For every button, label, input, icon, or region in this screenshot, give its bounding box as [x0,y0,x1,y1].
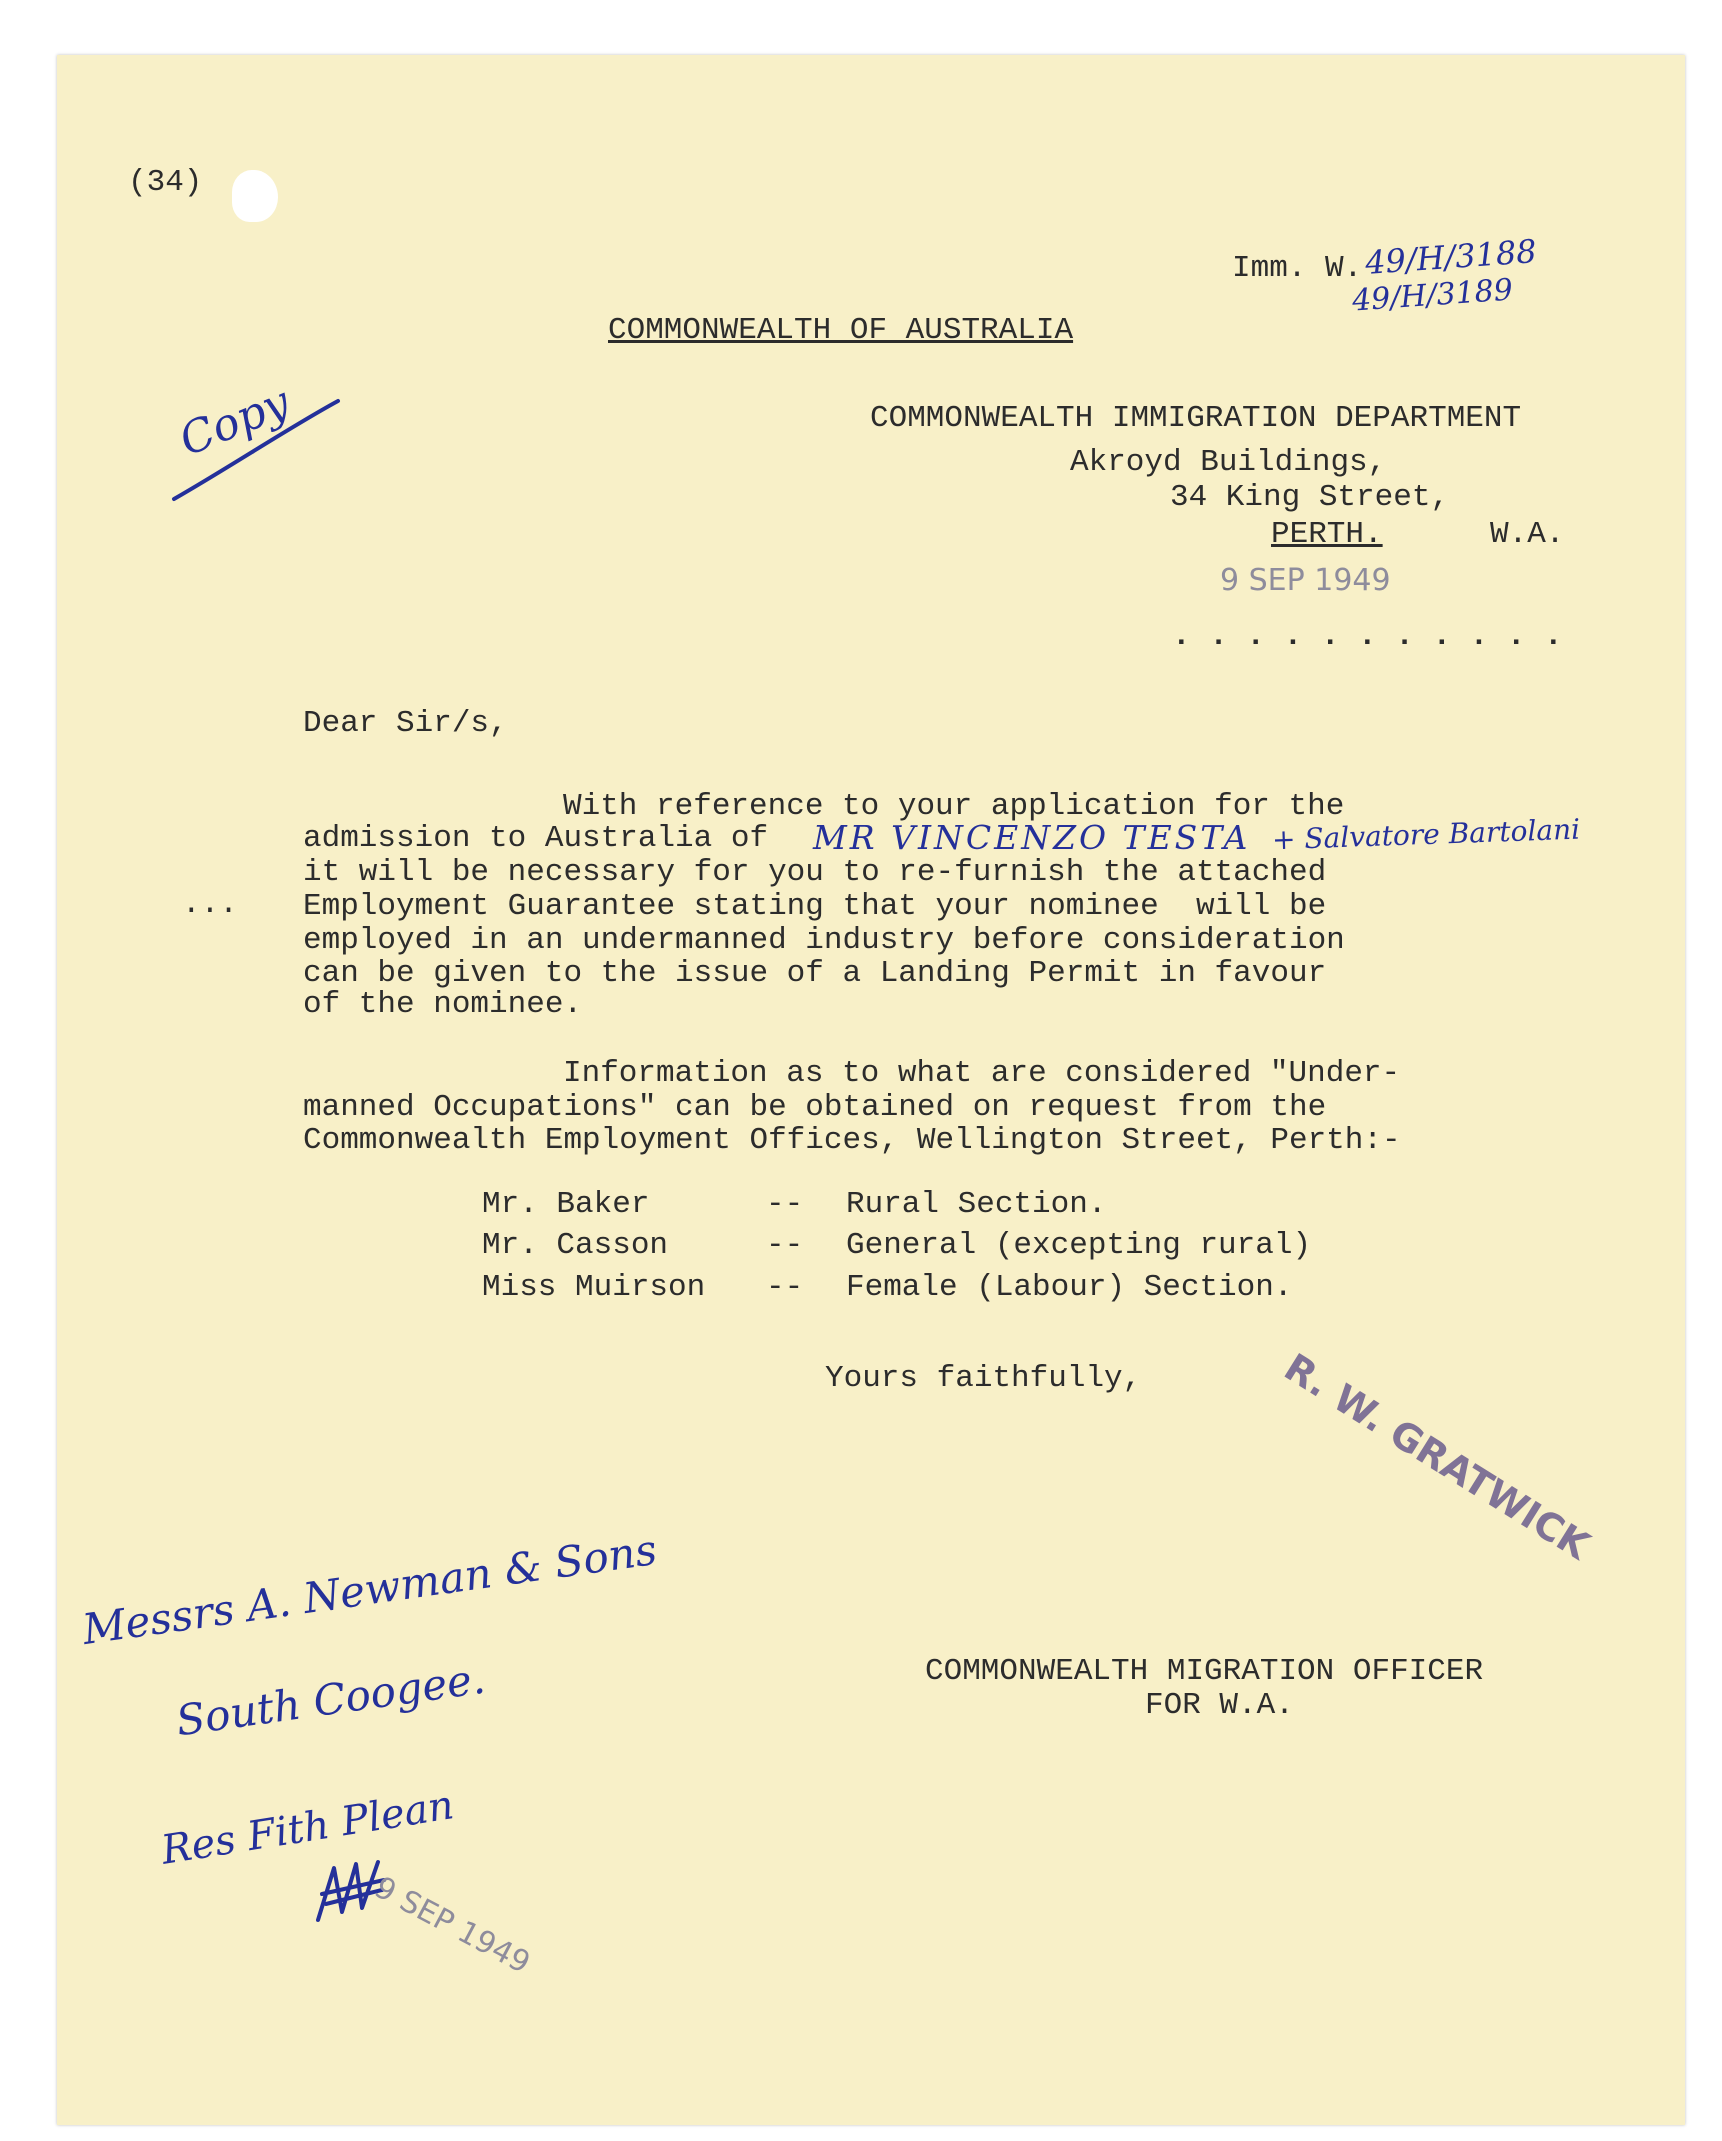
paragraph-2-line-2: manned Occupations" can be obtained on request from the [303,1090,1327,1125]
footer-date-stamp: 9 SEP 1949 [368,1870,536,1981]
nominee-addition-handwritten: + Salvatore Bartolani [1271,812,1581,857]
paragraph-1-line-5: employed in an undermanned industry before consideration [303,923,1345,958]
paragraph-1-line-7: of the nominee. [303,987,583,1022]
address-line-1: Akroyd Buildings, [1070,445,1387,480]
contact-separator: -- [766,1187,804,1222]
paragraph-1-line-3: it will be necessary for you to re-furnish the attached [303,855,1327,890]
page-number: (34) [128,165,203,200]
nominee-name-handwritten: MR VINCENZO TESTA [813,818,1251,857]
contact-section: Rural Section. [846,1187,1107,1222]
paragraph-1-line-2: admission to Australia of [303,821,769,856]
contact-name: Mr. Casson [482,1228,669,1263]
address-city: PERTH. [1271,517,1383,552]
department-name: COMMONWEALTH IMMIGRATION DEPARTMENT [870,401,1522,436]
contact-name: Miss Muirson [482,1270,706,1305]
margin-mark: ... [182,887,238,922]
paragraph-1-line-1: With reference to your application for the [563,789,1345,824]
contact-separator: -- [766,1228,804,1263]
paragraph-2-line-1: Information as to what are considered "Under- [563,1056,1401,1091]
salutation: Dear Sir/s, [303,706,508,741]
address-state: W.A. [1490,517,1565,552]
contact-section: Female (Labour) Section. [846,1270,1293,1305]
closing: Yours faithfully, [825,1361,1142,1396]
reference-prefix: Imm. W. [1232,251,1363,286]
document-title: COMMONWEALTH OF AUSTRALIA [608,313,1074,348]
file-note-handwritten: Res Fith Plean [158,1782,457,1874]
punch-hole [232,170,278,222]
address-line-2: 34 King Street, [1170,480,1450,515]
reference-handwritten-2: 49/H/3189 [1350,272,1514,319]
date-stamp: 9 SEP 1949 [1220,563,1391,598]
dotted-line: . . . . . . . . . . . [1172,619,1563,654]
addressee-handwritten-line-2: South Coogee. [173,1653,488,1746]
contact-name: Mr. Baker [482,1187,650,1222]
contact-section: General (excepting rural) [846,1228,1312,1263]
addressee-handwritten-line-1: Messrs A. Newman & Sons [79,1524,660,1655]
copy-annotation: Copy [172,376,297,467]
paragraph-1-line-6: can be given to the issue of a Landing Permit in favour [303,956,1327,991]
paragraph-2-line-3: Commonwealth Employment Offices, Wellington Street, Perth:- [303,1123,1401,1158]
reference-handwritten-1: 49/H/3188 [1363,232,1538,282]
contact-separator: -- [766,1270,804,1305]
officer-name-stamp: R. W. GRATWICK [1276,1345,1598,1568]
signatory-title-line-1: COMMONWEALTH MIGRATION OFFICER [925,1654,1484,1689]
paragraph-1-line-4: Employment Guarantee stating that your nominee will be [303,889,1327,924]
copy-underline-stroke [170,395,345,505]
signatory-title-line-2: FOR W.A. [1145,1688,1294,1723]
